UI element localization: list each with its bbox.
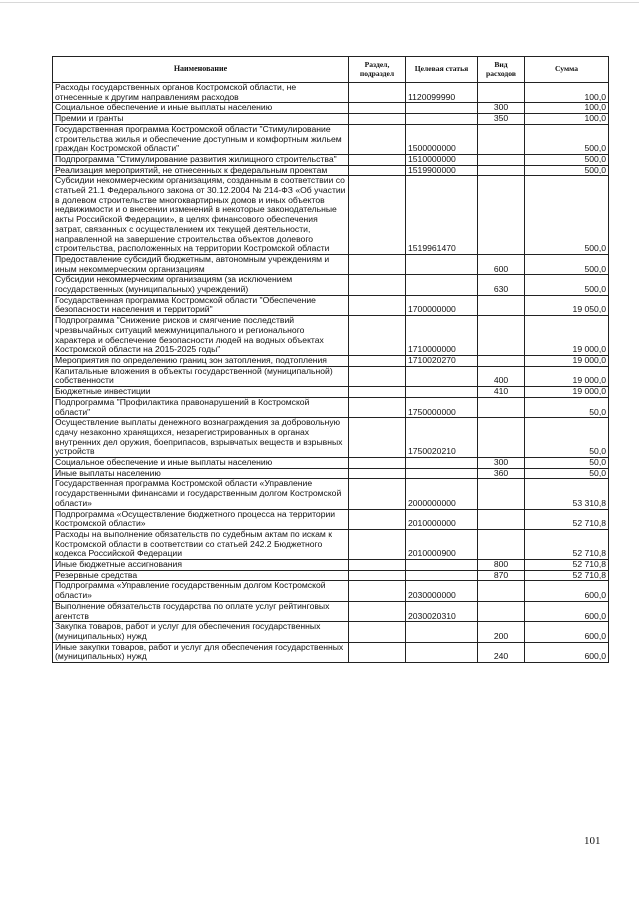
table-header-row (53, 57, 609, 83)
row-name: Подпрограмма «Управление государственным долгом Костромской области» (53, 581, 349, 601)
row-section (349, 642, 406, 662)
row-sum: 500,0 (525, 176, 609, 255)
row-kind: 600 (478, 254, 525, 274)
row-sum: 500,0 (525, 154, 609, 165)
table-row (53, 581, 609, 601)
row-name: Иные бюджетные ассигнования (53, 560, 349, 571)
row-section (349, 560, 406, 571)
row-kind: 800 (478, 560, 525, 571)
row-kind: 630 (478, 275, 525, 295)
row-name: Подпрограмма «Осуществление бюджетного процесса на территории Костромской области» (53, 509, 349, 529)
row-kind: 410 (478, 387, 525, 398)
row-kind: 200 (478, 622, 525, 642)
row-target: 1500000000 (406, 124, 478, 154)
table-row (53, 124, 609, 154)
table-row (53, 622, 609, 642)
row-section (349, 124, 406, 154)
row-section (349, 397, 406, 417)
row-name: Закупка товаров, работ и услуг для обеспечения государственных (муниципальных) нужд (53, 622, 349, 642)
row-sum: 600,0 (525, 622, 609, 642)
row-section (349, 387, 406, 398)
table-row (53, 275, 609, 295)
table-row (53, 397, 609, 417)
row-section (349, 114, 406, 125)
table-row (53, 165, 609, 176)
row-name: Государственная программа Костромской области «Управление государственными финансами и государственным долгом Костромской области» (53, 479, 349, 509)
row-sum: 50,0 (525, 468, 609, 479)
column-header-sum: Сумма (525, 57, 609, 83)
row-kind (478, 154, 525, 165)
row-sum: 50,0 (525, 418, 609, 458)
row-sum: 600,0 (525, 642, 609, 662)
row-target (406, 275, 478, 295)
row-section (349, 570, 406, 581)
row-target: 1519900000 (406, 165, 478, 176)
row-kind (478, 418, 525, 458)
row-name: Резервные средства (53, 570, 349, 581)
table-row (53, 509, 609, 529)
row-kind (478, 176, 525, 255)
column-header-target: Целевая статья (406, 57, 478, 83)
row-target (406, 366, 478, 386)
row-target: 2010000000 (406, 509, 478, 529)
row-section (349, 458, 406, 469)
row-kind: 400 (478, 366, 525, 386)
row-target (406, 114, 478, 125)
row-sum: 600,0 (525, 581, 609, 601)
row-target: 2030020310 (406, 601, 478, 621)
row-target: 2010000900 (406, 529, 478, 559)
row-sum: 500,0 (525, 254, 609, 274)
row-name: Осуществление выплаты денежного вознаграждения за добровольную сдачу незаконно хранящихся, незарегистрированных в органах внутренних дел оружия, боеприпасов, взрывчатых веществ и взрывных устройств (53, 418, 349, 458)
row-section (349, 366, 406, 386)
row-target: 1510000000 (406, 154, 478, 165)
table-row (53, 295, 609, 315)
row-sum: 19 000,0 (525, 366, 609, 386)
row-section (349, 355, 406, 366)
table-row (53, 468, 609, 479)
row-target (406, 458, 478, 469)
budget-table (52, 56, 609, 663)
row-target: 2030000000 (406, 581, 478, 601)
table-row (53, 83, 609, 103)
row-section (349, 176, 406, 255)
row-sum: 53 310,8 (525, 479, 609, 509)
row-name: Субсидии некоммерческим организациям (за исключением государственных (муниципальных) учреждений) (53, 275, 349, 295)
row-section (349, 154, 406, 165)
row-sum: 52 710,8 (525, 560, 609, 571)
row-kind (478, 397, 525, 417)
row-name: Подпрограмма "Снижение рисков и смягчение последствий чрезвычайных ситуаций межмуниципального и регионального характера и обеспечение безопасности людей на водных объектах Костромской области на 2015-2025 годы" (53, 316, 349, 356)
row-name: Подпрограмма "Профилактика правонарушений в Костромской области" (53, 397, 349, 417)
table-row (53, 387, 609, 398)
row-kind: 240 (478, 642, 525, 662)
table-row (53, 529, 609, 559)
row-kind (478, 165, 525, 176)
row-kind: 300 (478, 458, 525, 469)
row-kind: 870 (478, 570, 525, 581)
row-name: Субсидии некоммерческим организациям, созданным в соответствии со статьей 21.1 Федерального закона от 30.12.2004 № 214-ФЗ «Об участии в долевом строительстве многоквартирных домов и иных объектов недвижимости и о внесении изменений в некоторые законодательные акты Российской Федерации», в целях финансового обеспечения затрат, связанных с осуществлением их текущей деятельности, направленной на завершение строительства объектов долевого строительства, расположенных на территории Костромской области (53, 176, 349, 255)
row-sum: 19 000,0 (525, 316, 609, 356)
row-section (349, 479, 406, 509)
row-name: Премии и гранты (53, 114, 349, 125)
row-target: 1750000000 (406, 397, 478, 417)
column-header-name: Наименование (53, 57, 349, 83)
table-body (53, 83, 609, 663)
row-name: Государственная программа Костромской области "Обеспечение безопасности населения и территорий" (53, 295, 349, 315)
row-kind (478, 83, 525, 103)
table-row (53, 355, 609, 366)
row-section (349, 622, 406, 642)
row-sum: 50,0 (525, 397, 609, 417)
table-row (53, 176, 609, 255)
row-sum: 500,0 (525, 165, 609, 176)
table-row (53, 254, 609, 274)
row-section (349, 316, 406, 356)
row-name: Мероприятия по определению границ зон затопления, подтопления (53, 355, 349, 366)
row-sum: 600,0 (525, 601, 609, 621)
row-kind (478, 295, 525, 315)
row-name: Расходы на выполнение обязательств по судебным актам по искам к Костромской области в соответствии со статьей 242.2 Бюджетного кодекса Российской Федерации (53, 529, 349, 559)
row-section (349, 418, 406, 458)
table-row (53, 479, 609, 509)
row-section (349, 275, 406, 295)
row-sum: 19 000,0 (525, 355, 609, 366)
row-kind (478, 581, 525, 601)
row-section (349, 295, 406, 315)
row-kind (478, 479, 525, 509)
row-name: Иные выплаты населению (53, 468, 349, 479)
row-name: Иные закупки товаров, работ и услуг для обеспечения государственных (муниципальных) нужд (53, 642, 349, 662)
column-header-section: Раздел, подраздел (349, 57, 406, 83)
row-sum: 500,0 (525, 275, 609, 295)
row-target (406, 560, 478, 571)
row-name: Реализация мероприятий, не отнесенных к федеральным проектам (53, 165, 349, 176)
row-target (406, 103, 478, 114)
row-kind (478, 316, 525, 356)
row-sum: 100,0 (525, 83, 609, 103)
table-row (53, 601, 609, 621)
row-target (406, 254, 478, 274)
row-target: 2000000000 (406, 479, 478, 509)
table-row (53, 154, 609, 165)
row-name: Подпрограмма "Стимулирование развития жилищного строительства" (53, 154, 349, 165)
row-kind: 360 (478, 468, 525, 479)
row-sum: 52 710,8 (525, 529, 609, 559)
table-row (53, 366, 609, 386)
row-target: 1519961470 (406, 176, 478, 255)
row-section (349, 529, 406, 559)
row-sum: 100,0 (525, 103, 609, 114)
row-sum: 100,0 (525, 114, 609, 125)
row-section (349, 468, 406, 479)
row-name: Бюджетные инвестиции (53, 387, 349, 398)
row-section (349, 509, 406, 529)
row-kind: 300 (478, 103, 525, 114)
row-name: Государственная программа Костромской области "Стимулирование строительства жилья и обеспечение доступным и комфортным жильем граждан Костромской области" (53, 124, 349, 154)
row-name: Капитальные вложения в объекты государственной (муниципальной) собственности (53, 366, 349, 386)
row-target: 1710020270 (406, 355, 478, 366)
page-number: 101 (584, 835, 601, 847)
table-row (53, 103, 609, 114)
row-target: 1120099990 (406, 83, 478, 103)
row-kind: 350 (478, 114, 525, 125)
row-kind (478, 124, 525, 154)
row-sum: 50,0 (525, 458, 609, 469)
row-target: 1750020210 (406, 418, 478, 458)
row-kind (478, 601, 525, 621)
row-name: Социальное обеспечение и иные выплаты населению (53, 458, 349, 469)
row-sum: 19 050,0 (525, 295, 609, 315)
row-target (406, 387, 478, 398)
row-section (349, 83, 406, 103)
page-top-edge (0, 2, 639, 3)
table-row (53, 570, 609, 581)
table-row (53, 642, 609, 662)
row-sum: 19 000,0 (525, 387, 609, 398)
row-name: Выполнение обязательств государства по оплате услуг рейтинговых агентств (53, 601, 349, 621)
row-target (406, 642, 478, 662)
row-target: 1710000000 (406, 316, 478, 356)
row-section (349, 601, 406, 621)
row-name: Социальное обеспечение и иные выплаты населению (53, 103, 349, 114)
row-target: 1700000000 (406, 295, 478, 315)
row-kind (478, 509, 525, 529)
row-sum: 52 710,8 (525, 570, 609, 581)
row-section (349, 581, 406, 601)
row-kind (478, 529, 525, 559)
table-row (53, 418, 609, 458)
row-sum: 52 710,8 (525, 509, 609, 529)
row-section (349, 254, 406, 274)
row-section (349, 103, 406, 114)
row-name: Предоставление субсидий бюджетным, автономным учреждениям и иным некоммерческим организациям (53, 254, 349, 274)
row-target (406, 622, 478, 642)
table-row (53, 560, 609, 571)
column-header-kind: Вид расходов (478, 57, 525, 83)
row-name: Расходы государственных органов Костромской области, не отнесенные к другим направлениям расходов (53, 83, 349, 103)
row-sum: 500,0 (525, 124, 609, 154)
table-row (53, 114, 609, 125)
table-row (53, 458, 609, 469)
row-section (349, 165, 406, 176)
row-target (406, 570, 478, 581)
table-row (53, 316, 609, 356)
row-target (406, 468, 478, 479)
row-kind (478, 355, 525, 366)
